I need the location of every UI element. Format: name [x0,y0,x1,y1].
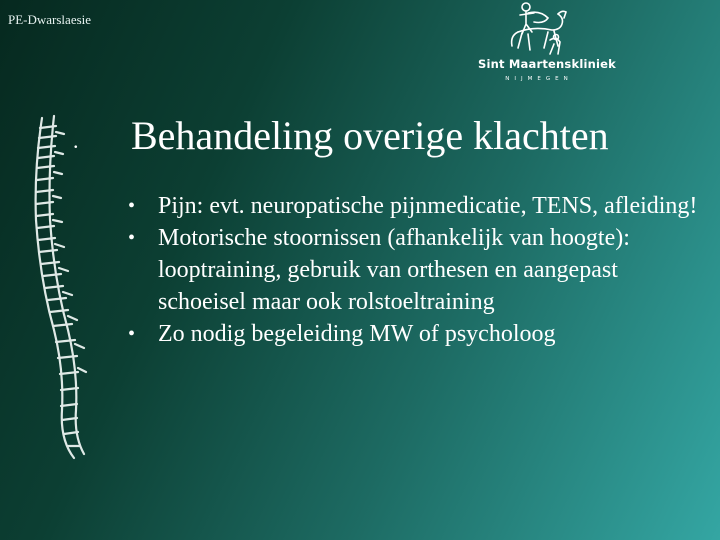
bullet-item [128,318,698,350]
logo-city: NIJMEGEN [505,76,573,82]
bullet-dot: • [128,195,136,217]
logo [478,0,616,86]
bullet-list [128,190,698,350]
header-label: PE-Dwarslaesie [8,12,92,27]
bullet-text: Pijn: evt. neuropatische pijnmedicatie, TENS, afleiding! [158,193,698,219]
slide-title: Behandeling overige klachten [131,113,609,158]
bullet-text: Motorische stoornissen (afhankelijk van hoogte): looptraining, gebruik van orthesen en aangepast schoeisel maar ook rolstoeltraining [158,225,630,315]
bullet-item [128,222,698,318]
saint-martin-horse-rider-icon [504,0,574,58]
logo-name: Sint Maartenskliniek [478,57,616,71]
bullet-dot: • [128,323,136,345]
decorative-dot: . [73,128,79,153]
bullet-dot: • [128,227,136,249]
spine-illustration-icon [20,110,90,462]
bullet-item [128,190,698,222]
bullet-text: Zo nodig begeleiding MW of psycholoog [158,321,556,347]
